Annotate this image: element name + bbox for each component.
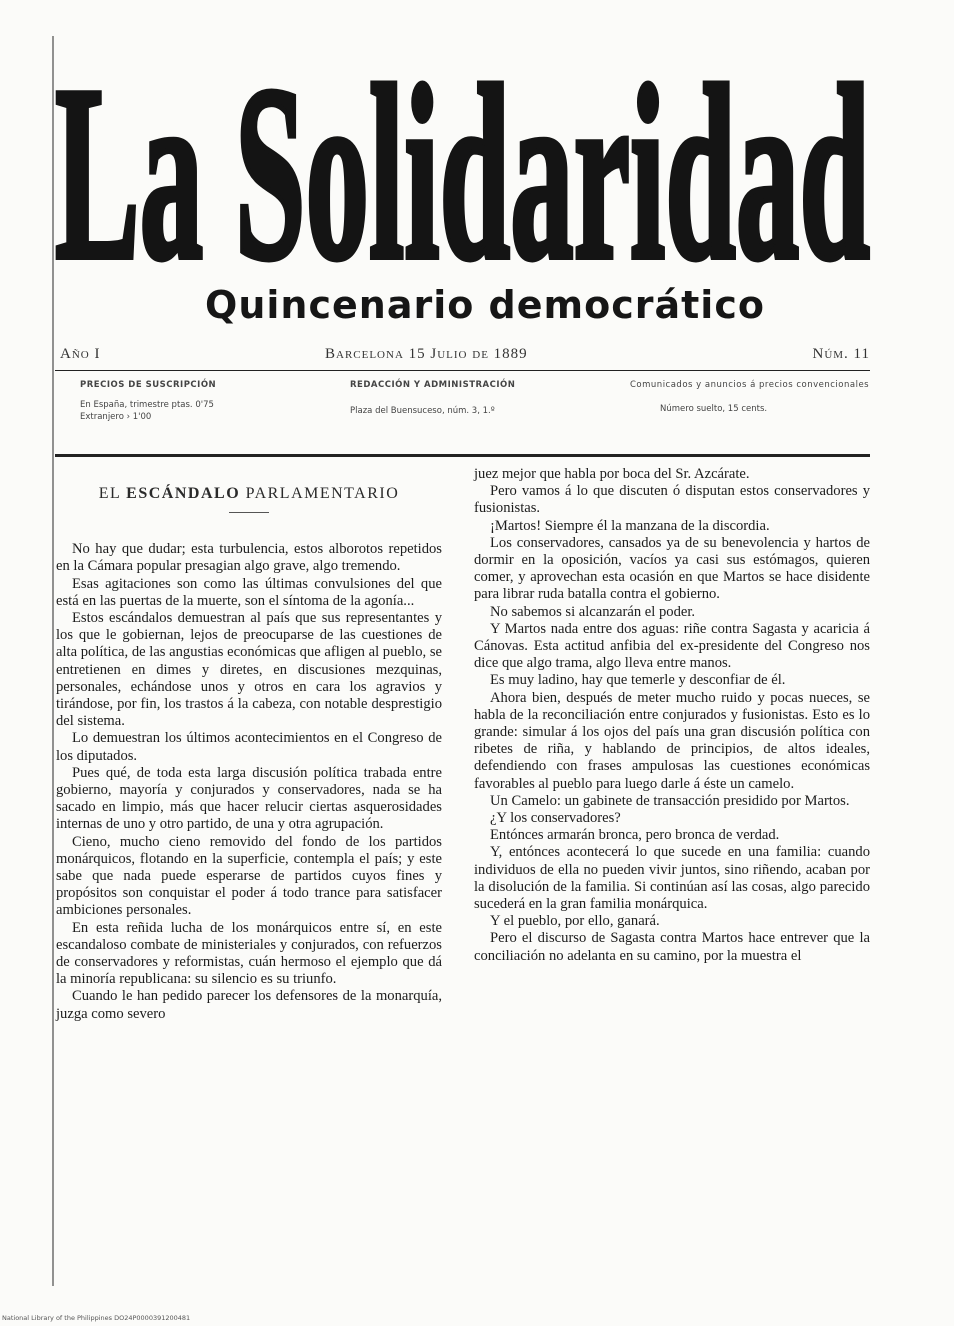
paragraph: No sabemos si alcanzarán el poder. [490, 603, 696, 620]
paragraph: Pero el discurso de Sagasta contra Martos hace entrever que la conciliación no adelanta en su camino, por la muestra el [474, 930, 870, 964]
paragraph: ¡Martos! Siempre él la manzana de la discordia. [490, 517, 770, 534]
paragraph: Un Camelo: un gabinete de transacción presidido por Martos. [490, 792, 850, 809]
paragraph: juez mejor que habla por boca del Sr. Azcárate. [474, 466, 750, 482]
paragraph: Es muy ladino, hay que temerle y desconfiar de él. [490, 672, 786, 689]
masthead-title-text: La Solidaridad [55, 52, 870, 282]
office-box [350, 380, 590, 416]
notices-box [630, 380, 870, 414]
paragraph: Y, entónces acontecerá lo que sucede en una familia: cuando individuos de ella no pueden vivir juntos, sino riñendo, acaban por la disolución de la familia. Si continúan así las cosas, algo parecido sucederá en la gran familia monárquica. [474, 844, 870, 913]
subscription-line-2: Extranjero › 1'00 [80, 412, 152, 422]
masthead-subtitle: Quincenario democrático [205, 283, 765, 327]
subscription-line-1: En España, trimestre ptas. 0'75 [80, 400, 214, 410]
subscription-box [80, 380, 310, 422]
paragraph: En esta reñida lucha de los monárquicos entre sí, en este escandaloso combate de ministeriales y conjurados, con refuerzos de conservadores y reformistas, cuán hermoso el ejemplo que dá la minoría republicana: su silencio es su triunfo. [56, 919, 442, 988]
issue-year: Año I [60, 346, 101, 362]
paragraph: Esas agitaciones son como las últimas convulsiones del que está en las puertas de la muerte, son el síntoma de la agonía... [56, 575, 442, 609]
rule-bottom [55, 454, 870, 457]
info-boxes [60, 380, 870, 440]
paragraph: Ahora bien, después de meter mucho ruido y pocas nueces, se habla de la reconciliación entre conjurados y fusionistas. Esto es lo grande: simular á los ojos del país una gran discusión política con ribetes de riña, y hablando de principios, de altos ideales, defendiendo con frases ampulosas las cuestiones económicas favorables al pueblo para luego darle á éste un camelo. [474, 689, 870, 792]
page-edge-rule [52, 36, 54, 1286]
paragraph: Pero vamos á lo que discuten ó disputan estos conservadores y fusionistas. [474, 483, 870, 517]
article-title: EL ESCÁNDALO PARLAMENTARIO [98, 485, 400, 502]
paragraph: Y Martos nada entre dos aguas: riñe contra Sagasta y acaricia á Cánovas. Esta actitud anfibia del ex-presidente del Congreso nos dice que algo trama, algo lleva entre manos. [474, 620, 870, 672]
masthead-title [55, 52, 875, 282]
notices-heading: Comunicados y anuncios á precios convencionales [630, 380, 870, 390]
scan-footer-caption: National Library of the Philippines DO24P0000391200481 [2, 1314, 191, 1322]
office-heading: REDACCIÓN Y ADMINISTRACIÓN [350, 380, 516, 390]
office-address: Plaza del Buensuceso, núm. 3, 1.º [350, 406, 495, 416]
article-left-column [56, 485, 442, 1023]
issue-number: Núm. 11 [812, 346, 870, 362]
paragraph: Estos escándalos demuestran al país que sus representantes y los que le gobiernan, lejos de preocuparse de las cuestiones de alta política, de las angustias económicas que afligen al pueblo, se entretienen en dimes y diretes, en discusiones mezquinas, personales, echándose unos y otros en cara los agravios y tirándose, por fin, los trastos á la cabeza, con notable desprestigio del sistema. [56, 610, 442, 730]
paragraph: ¿Y los conservadores? [490, 810, 621, 827]
paragraph: Y el pueblo, por ello, ganará. [490, 913, 660, 930]
paragraph: Entónces armarán bronca, pero bronca de verdad. [490, 827, 780, 844]
subscription-heading: PRECIOS DE SUSCRIPCIÓN [80, 380, 217, 390]
article-right-column [474, 466, 870, 965]
paragraph: Lo demuestran los últimos acontecimientos en el Congreso de los diputados. [56, 730, 442, 764]
paragraph: Cuando le han pedido parecer los defensores de la monarquía, juzga como severo [56, 988, 442, 1022]
paragraph: Los conservadores, cansados ya de su benevolencia y hartos de dormir en la oposición, vacíos ya casi sus estómagos, quieren comer, y aprovechan esta ocasión en que Martos se hace disidente para librar ruda batalla contra el gobierno. [474, 534, 870, 603]
paragraph: Cieno, mucho cieno removido del fondo de los partidos monárquicos, flotando en la superficie, contempla el país; y este sabe que nada puede esperarse de partidos cuyos fines y propósitos son conquistar el poder á todo trance para satisfacer ambiciones personales. [56, 833, 442, 919]
paragraph: Pues qué, de toda esta larga discusión política trabada entre gobierno, mayoría y conjurados y conservadores, nada se ha sacado en limpio, más que hacer relucir ciertas asquerosidades internas de uno y otro partido, de una y otra agrupación. [56, 764, 442, 833]
issue-place-date: Barcelona 15 Julio de 1889 [325, 346, 528, 362]
single-copy-price: Número suelto, 15 cents. [660, 404, 768, 414]
rule-top [55, 370, 870, 371]
paragraph: No hay que dudar; esta turbulencia, estos alborotos repetidos en la Cámara popular presagian algo grave, algo tremendo. [56, 541, 442, 575]
title-separator [229, 512, 269, 513]
issue-line [60, 346, 870, 368]
